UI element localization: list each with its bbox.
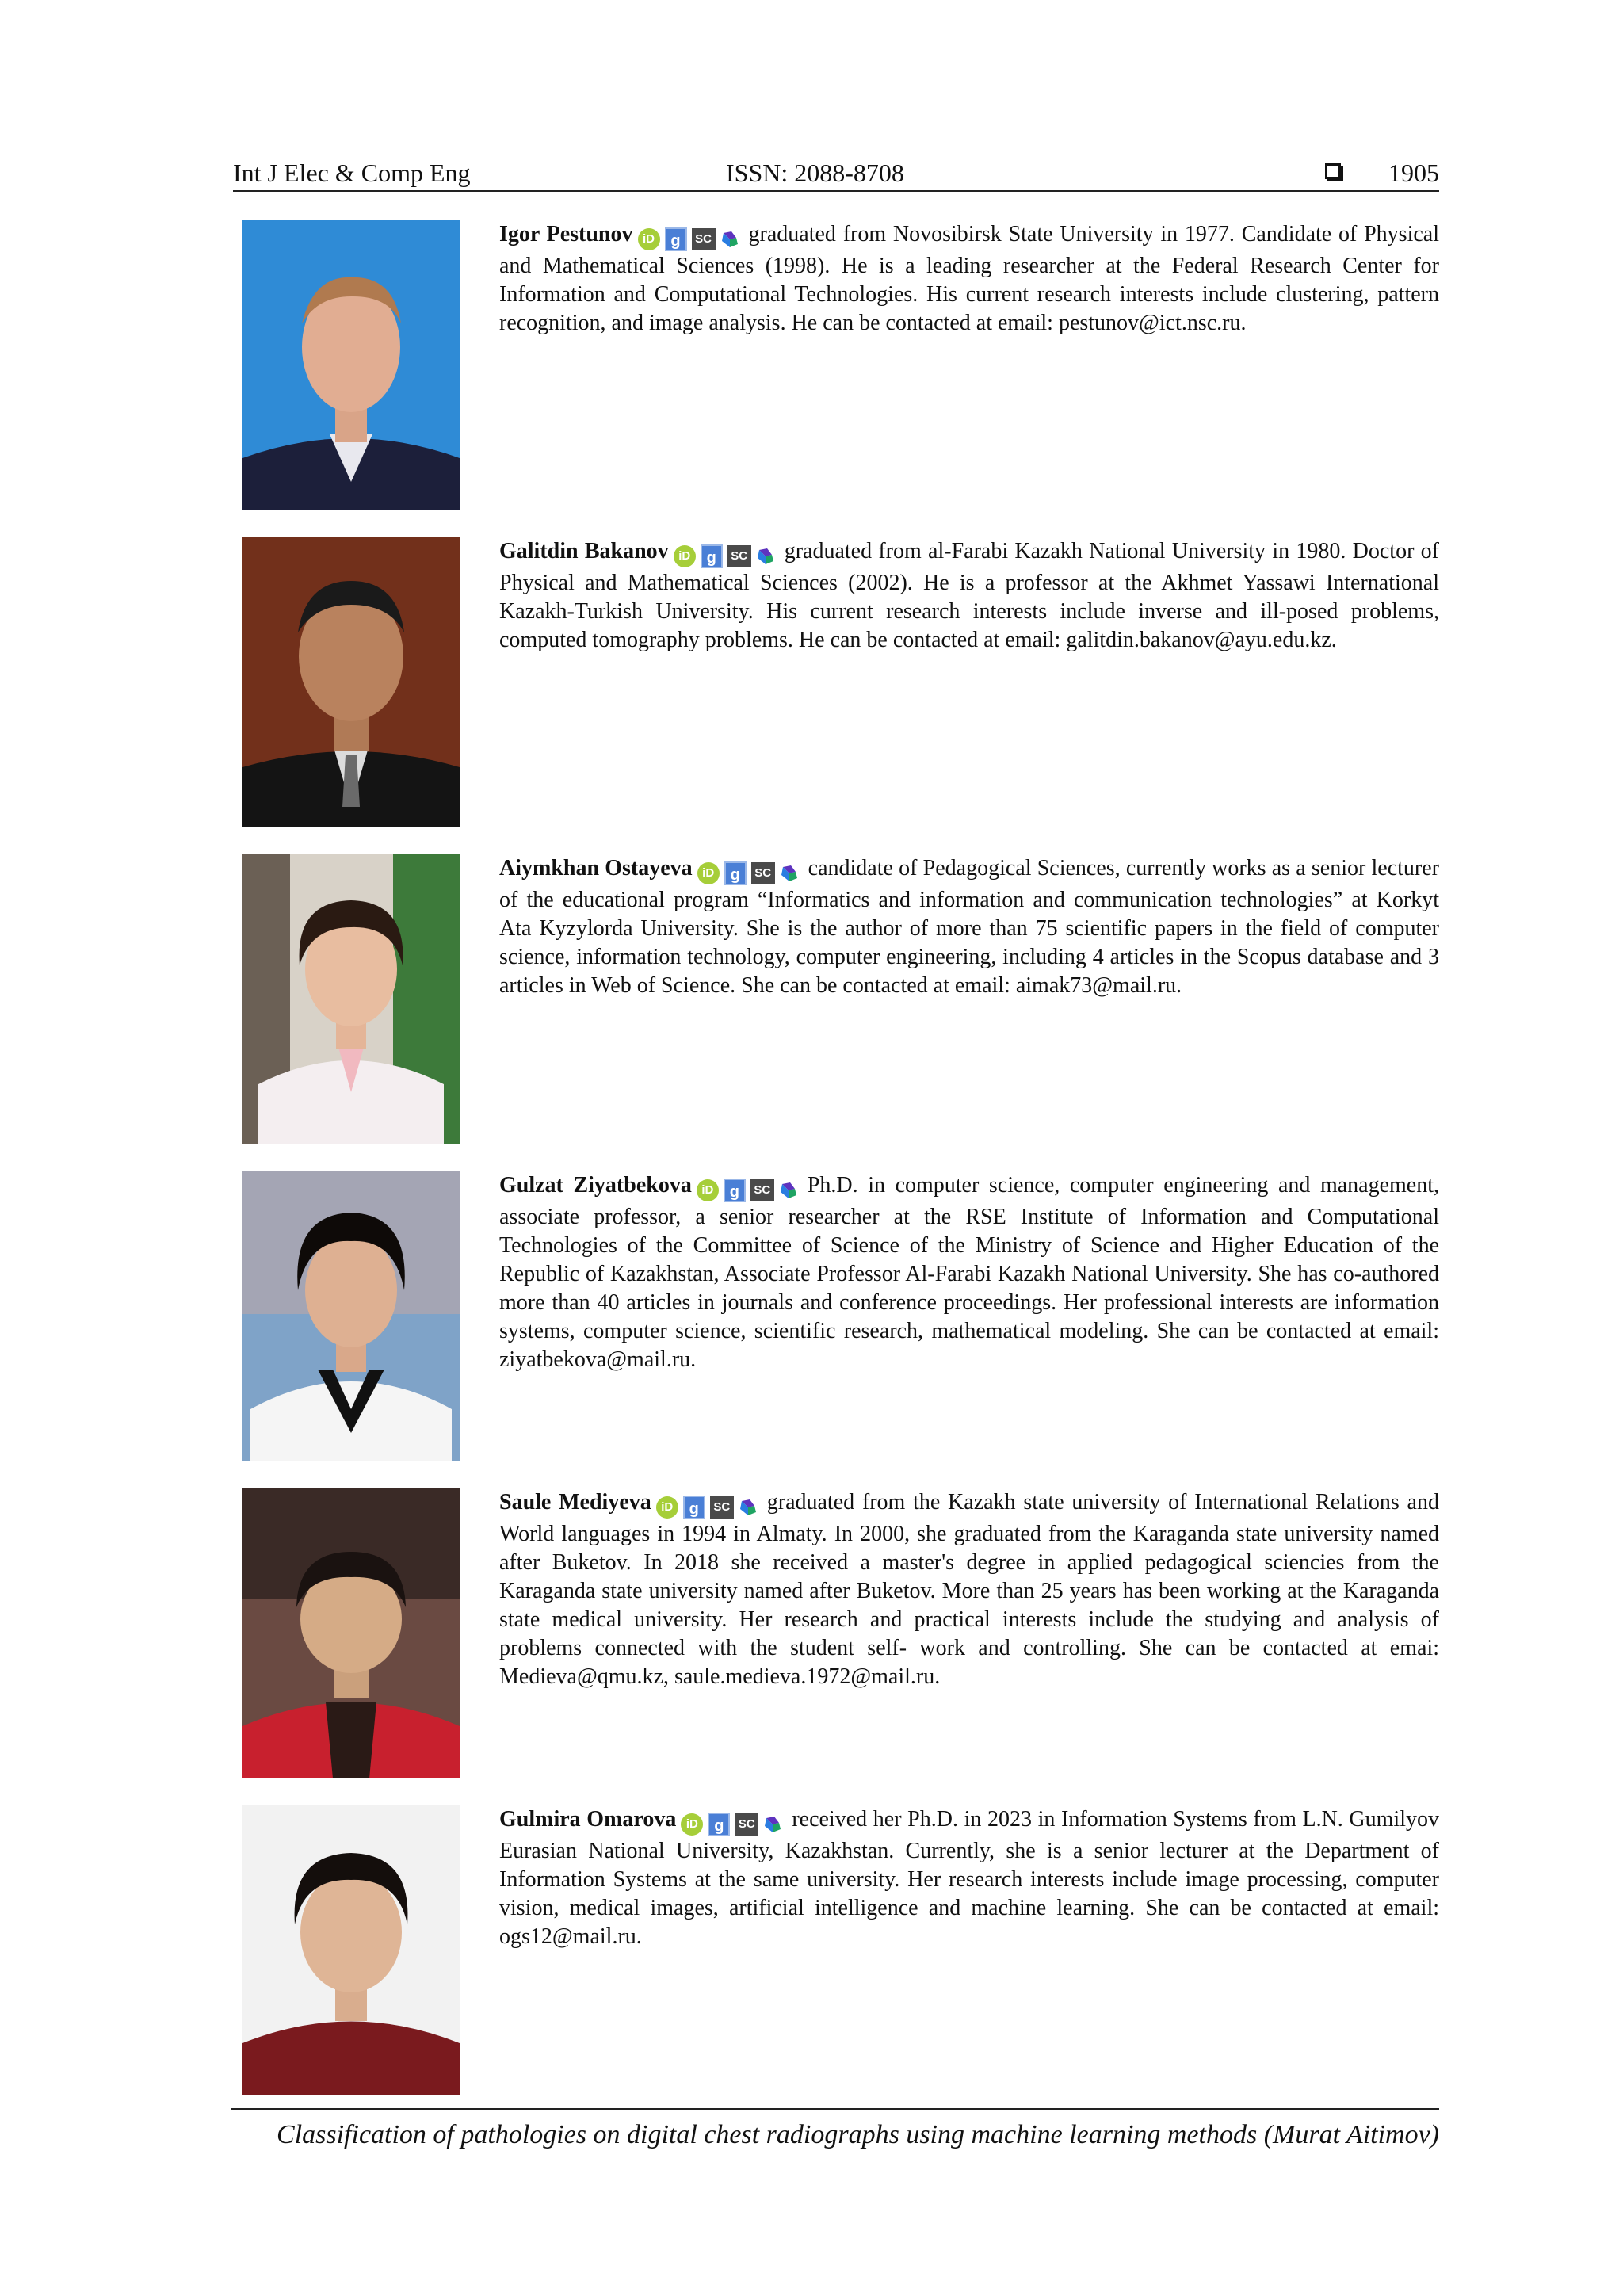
author-bio-text: Ph.D. in computer science, computer engineering and management, associate professor, a senior researcher at the RSE Institute of Information and Computational Technologies of the Committee of Science of the Ministry of Science and Higher Education of the Republic of Kazakhstan, Associate Professor Al-Farabi Kazakh National University. She has co-authored more than 40 articles in journals and conference proceedings. Her professional interests are information systems, computer science, scientific research, mathematical modeling. She can be contacted at email: ziyatbekova@mail.ru. — [499, 1173, 1440, 1372]
author-photo-2-image — [242, 537, 460, 827]
orcid-icon[interactable]: iD — [656, 1496, 678, 1519]
author-text-1 — [499, 220, 1439, 338]
google-scholar-icon[interactable]: g — [708, 1813, 730, 1836]
author-bio-3 — [242, 854, 1439, 1144]
scopus-icon[interactable]: SC — [692, 228, 716, 250]
page-number: 1905 — [1388, 159, 1439, 187]
scopus-icon[interactable]: SC — [727, 545, 751, 567]
author-bio-text: graduated from the Kazakh state university of International Relations and World languages in 1994 in Almaty. In 2000, she graduated from the Karaganda state university named after Buketov. In 2018 she received a master's degree in applied pedagogical sciencies from the Karaganda state university named after Buketov. More than 25 years has been working at the Karaganda state medical university. Her research and practical interests include the studying and analysis of problems connected with the student self- work and controlling. She can be contacted at emai: Medieva@qmu.kz, saule.medieva.1972@mail.ru. — [499, 1490, 1439, 1689]
page-footer — [231, 2108, 1439, 2149]
page-header — [233, 155, 1439, 192]
google-scholar-icon[interactable]: g — [724, 861, 747, 885]
author-name: Aiymkhan Ostayeva — [499, 856, 693, 881]
profile-icons — [697, 858, 804, 886]
author-bio-text: graduated from Novosibirsk State University in 1977. Candidate of Physical and Mathematical Sciences (1998). He is a leading researcher at the Federal Research Center for Information and Computational Technologies. His current research interests include clustering, pattern recognition, and image analysis. He can be contacted at email: pestunov@ict.nsc.ru. — [499, 222, 1439, 335]
profile-icons — [638, 223, 744, 252]
author-photo-3-image — [242, 854, 460, 1144]
author-bio-1 — [242, 220, 1439, 510]
page-box-icon — [1325, 163, 1341, 179]
scopus-icon[interactable]: SC — [750, 1179, 774, 1201]
google-scholar-icon[interactable]: g — [724, 1179, 746, 1202]
google-scholar-icon[interactable]: g — [701, 544, 723, 568]
author-bio-text: graduated from al-Farabi Kazakh National University in 1980. Doctor of Physical and Mathematical Sciences (2002). He is a professor at the Akhmet Yassawi International Kazakh-Turkish University. His current research interests include inverse and ill-posed problems, computed tomography problems. He can be contacted at email: galitdin.bakanov@ayu.edu.kz. — [499, 539, 1440, 652]
google-scholar-icon[interactable]: g — [665, 227, 687, 251]
author-photo-5 — [242, 1488, 460, 1778]
author-name: Galitdin Bakanov — [499, 539, 669, 563]
author-photo-6 — [242, 1805, 460, 2095]
profile-icons — [656, 1492, 762, 1520]
scopus-icon[interactable]: SC — [735, 1813, 758, 1836]
web-of-science-icon[interactable] — [779, 1181, 798, 1200]
author-bio-text: received her Ph.D. in 2023 in Information Systems from L.N. Gumilyov Eurasian National University, Kazakhstan. Currently, she is a senior lecturer at the Department of Information Systems at the same university. Her research interests include image processing, computer vision, medical images, artificial intelligence and machine learning. She can be contacted at email: ogs12@mail.ru. — [499, 1807, 1439, 1949]
author-text-3 — [499, 854, 1439, 1000]
author-photo-3 — [242, 854, 460, 1144]
author-photo-1 — [242, 220, 460, 510]
author-bio-2 — [242, 537, 1439, 827]
footer-title: Classification of pathologies on digital chest radiographs using machine learning methods (Murat Aitimov) — [277, 2120, 1439, 2149]
journal-name: Int J Elec & Comp Eng — [233, 159, 471, 187]
author-text-6 — [499, 1805, 1439, 1951]
author-bio-text: candidate of Pedagogical Sciences, currently works as a senior lecturer of the educational program “Informatics and information and communication technologies” at Korkyt Ata Kyzylorda University. She is the author of more than 75 scientific papers in the field of computer science, information technology, computer engineering, including 4 articles in the Scopus database and 3 articles in Web of Science. She can be contacted at email: aimak73@mail.ru. — [499, 856, 1439, 998]
author-text-2 — [499, 537, 1439, 655]
orcid-icon[interactable]: iD — [674, 545, 696, 567]
web-of-science-icon[interactable] — [763, 1815, 782, 1834]
web-of-science-icon[interactable] — [739, 1498, 758, 1517]
google-scholar-icon[interactable]: g — [683, 1496, 705, 1519]
author-photo-5-image — [242, 1488, 460, 1778]
orcid-icon[interactable]: iD — [697, 862, 720, 884]
orcid-icon[interactable]: iD — [697, 1179, 719, 1201]
author-photo-2 — [242, 537, 460, 827]
orcid-icon[interactable]: iD — [681, 1813, 703, 1836]
author-bio-5 — [242, 1488, 1439, 1778]
issn: ISSN: 2088-8708 — [726, 159, 904, 187]
orcid-icon[interactable]: iD — [638, 228, 660, 250]
profile-icons — [681, 1809, 787, 1837]
author-text-4 — [499, 1171, 1439, 1374]
author-bio-6 — [242, 1805, 1439, 2095]
web-of-science-icon[interactable] — [756, 547, 775, 566]
author-bio-4 — [242, 1171, 1439, 1461]
web-of-science-icon[interactable] — [720, 230, 739, 249]
web-of-science-icon[interactable] — [780, 864, 799, 883]
author-photo-4 — [242, 1171, 460, 1461]
profile-icons — [697, 1175, 803, 1203]
profile-icons — [674, 541, 780, 569]
author-name: Igor Pestunov — [499, 222, 633, 246]
scopus-icon[interactable]: SC — [710, 1496, 734, 1519]
author-name: Gulmira Omarova — [499, 1807, 677, 1832]
author-photo-1-image — [242, 220, 460, 510]
author-name: Saule Mediyeva — [499, 1490, 651, 1515]
scopus-icon[interactable]: SC — [751, 862, 775, 884]
author-photo-4-image — [242, 1171, 460, 1461]
author-text-5 — [499, 1488, 1439, 1691]
author-name: Gulzat Ziyatbekova — [499, 1173, 692, 1198]
author-photo-6-image — [242, 1805, 460, 2095]
